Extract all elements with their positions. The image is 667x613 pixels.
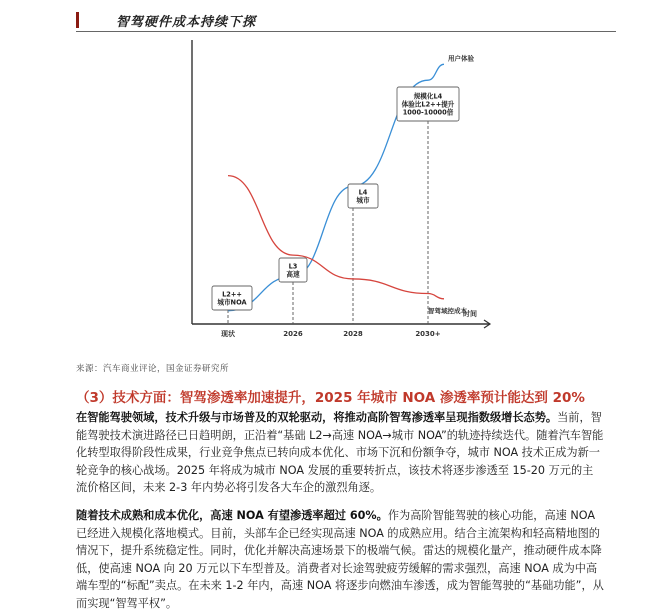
header-title: 智驾硬件成本持续下探 [116, 15, 257, 30]
x-tick-label: 现状 [221, 330, 235, 338]
paragraph-2-lead: 随着技术成熟和成本优化，高速 NOA 有望渗透率超过 60%。 [76, 509, 388, 522]
chart-guides [228, 121, 428, 324]
annotation-text: 城市NOA [217, 298, 247, 307]
series-line [228, 176, 444, 299]
annotation-text: 1000-10000倍 [402, 108, 454, 117]
x-tick-label: 2026 [283, 330, 303, 338]
annotation-text: L2++ [222, 290, 242, 299]
series-label: 用户体验 [448, 54, 474, 63]
annotation-text: 体验比L2++提升 [401, 100, 455, 109]
series-label: 智驾域控成本 [428, 306, 467, 315]
annotation-text: 规模化L4 [413, 92, 443, 101]
figure-source: 来源：汽车商业评论，国金证券研究所 [76, 364, 230, 374]
paragraph-2 [76, 507, 604, 613]
x-tick-label: 2028 [343, 330, 363, 338]
paragraph-1 [76, 409, 604, 497]
paragraph-1-body: 当前，智能驾驶技术演进路径已日趋明朗，正沿着“基础 L2→高速 NOA→城市 NOA”的轨迹持续迭代。随着汽车智能化转型取得阶段性成果，行业竞争焦点已转向成本优化、市场下沉和份额争夺，城市 NOA 技术正成为新一轮竞争的核心战场。2025 年将成为城市 NOA 发展的重要转折点，该技术将逐步渗透至 15-20 万元的主流价格区间，未来 2-3 年内势必将引发各大车企的激烈角逐。 [76, 411, 604, 495]
paragraph-2-body: 作为高阶智能驾驶的核心功能，高速 NOA 已经进入规模化落地模式。目前，头部车企已经实现高速 NOA 的成熟应用。结合主流架构和轻高精地图的情况下，提升系统稳定性。同时，优化并解决高速场景下的极端气候。雷达的规模化量产，推动硬件成本降低，使高速 NOA 向 20 万元以下车型普及。消费者对长途驾驶疲劳缓解的需求强烈，高速 NOA 成为中高端车型的“标配”卖点。在未来 1-2 年内，高速 NOA 将逐步向燃油车渗透，成为智能驾驶的“基础功能”，从而实现“智驾平权”。 [76, 509, 604, 610]
annotation-text: L4 [358, 188, 368, 197]
chart-ticks [220, 329, 441, 338]
annotation-text: 高速 [286, 270, 300, 279]
chart-axes [192, 40, 490, 328]
annotation-text: 城市 [356, 196, 370, 205]
section-title: （3）技术方面：智驾渗透率加速提升，2025 年城市 NOA 渗透率预计能达到 20% [76, 390, 585, 406]
x-axis-label: 时间 [463, 310, 477, 318]
x-tick-label: 2030+ [415, 330, 441, 338]
annotation-text: L3 [288, 262, 298, 271]
paragraph-1-lead: 在智能驾驶领域，技术升级与市场普及的双轮驱动，将推动高阶智驾渗透率呈现指数级增长态势。 [76, 411, 558, 424]
